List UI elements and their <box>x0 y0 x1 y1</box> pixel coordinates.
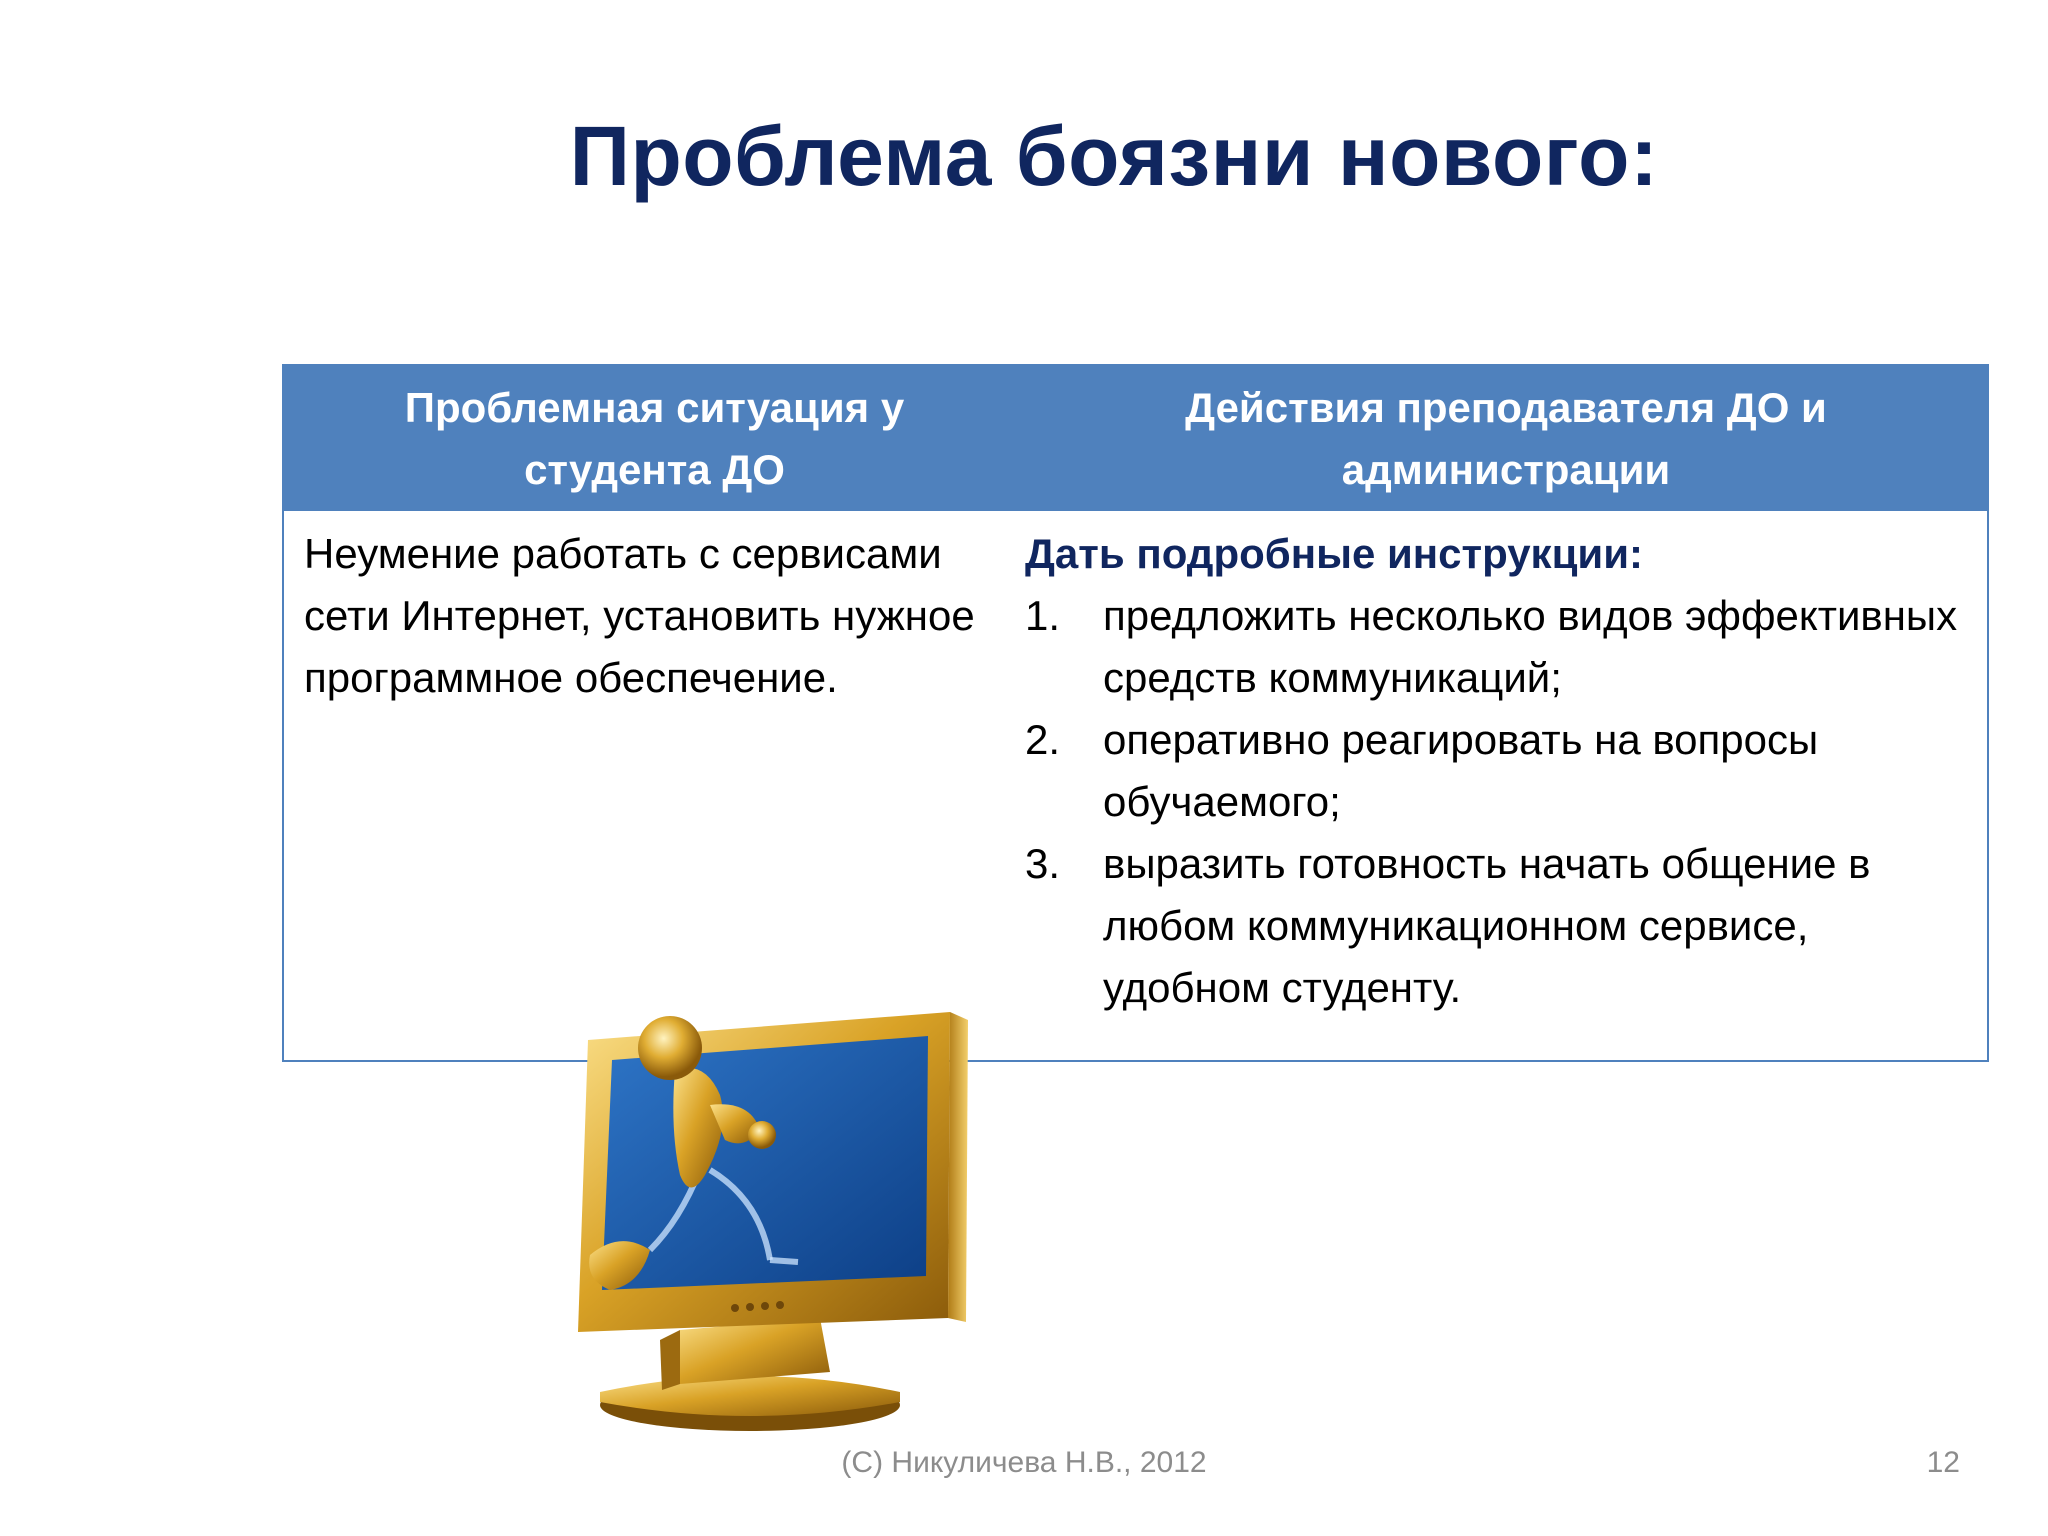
actions-cell <box>1025 511 1987 1019</box>
list-item-text: предложить несколько видов эффективных средств коммуникаций; <box>1103 592 1958 701</box>
header-problem-situation: Проблемная ситуация у студента ДО <box>404 383 905 493</box>
problem-table <box>282 364 1989 1062</box>
list-item <box>1025 585 1967 709</box>
table-body-row <box>284 511 1987 1019</box>
problem-cell: Неумение работать с сервисами сети Интернет, установить нужное программное обеспечение. <box>304 530 975 701</box>
golden-monitor-figure-icon <box>530 1000 970 1445</box>
list-item-text: оперативно реагировать на вопросы обучаемого; <box>1103 716 1819 825</box>
footer-copyright: (C) Никуличева Н.В., 2012 <box>841 1446 1207 1479</box>
list-item-number: 1. <box>1025 592 1061 639</box>
list-item <box>1025 709 1967 833</box>
actions-list <box>1025 585 1967 1019</box>
list-item-text: выразить готовность начать общение в любом коммуникационном сервисе, удобном студенту. <box>1103 840 1871 1011</box>
page-number: 12 <box>1926 1446 1960 1479</box>
header-teacher-actions: Действия преподавателя ДО и администрации <box>1185 383 1827 493</box>
list-item-number: 2. <box>1025 716 1061 763</box>
list-item-number: 3. <box>1025 840 1061 887</box>
slide-title: Проблема боязни нового: <box>569 109 1659 203</box>
instructions-heading: Дать подробные инструкции: <box>1025 530 1644 577</box>
table-header-row <box>284 366 1987 511</box>
list-item <box>1025 833 1967 1019</box>
